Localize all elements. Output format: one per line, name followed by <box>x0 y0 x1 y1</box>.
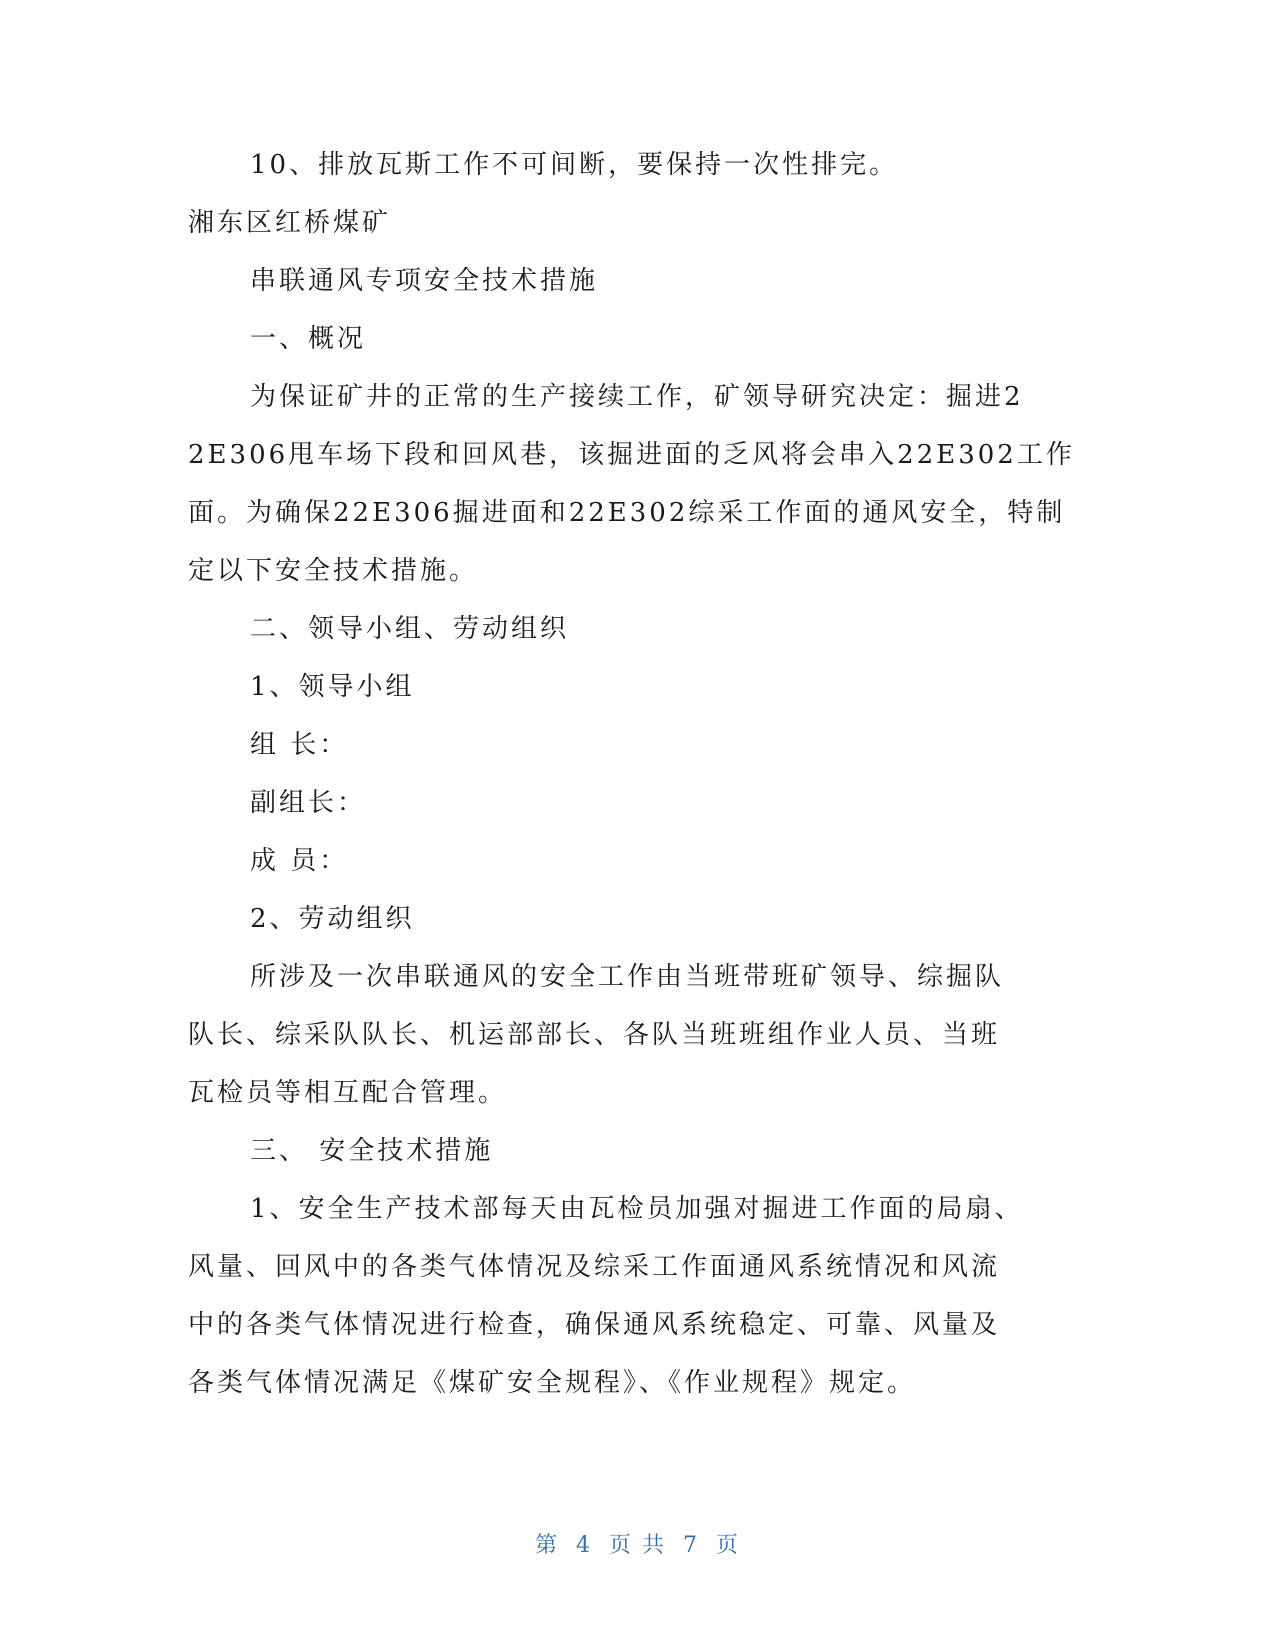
paragraph-line: 瓦检员等相互配合管理。 <box>188 1078 508 1108</box>
page-footer <box>0 1528 1275 1559</box>
paragraph-line: 10、排放瓦斯工作不可间断，要保持一次性排完。 <box>250 150 899 180</box>
footer-prefix: 第 <box>534 1533 559 1558</box>
paragraph-line: 风量、回风中的各类气体情况及综采工作面通风系统情况和风流 <box>188 1252 1001 1282</box>
total-page-count: 7 <box>683 1533 699 1558</box>
role-label-member: 成 员： <box>250 846 349 876</box>
subsection-heading: 2、劳动组织 <box>250 904 415 934</box>
paragraph-line: 各类气体情况满足《煤矿安全规程》、《作业规程》规定。 <box>188 1368 917 1398</box>
document-title: 串联通风专项安全技术措施 <box>250 266 599 296</box>
section-heading: 三、 安全技术措施 <box>250 1136 494 1166</box>
paragraph-line: 中的各类气体情况进行检查，确保通风系统稳定、可靠、风量及 <box>188 1310 1001 1340</box>
role-label-leader: 组 长： <box>250 730 349 760</box>
paragraph-line: 为保证矿井的正常的生产接续工作，矿领导研究决定：掘进2 <box>250 382 1024 412</box>
footer-middle: 页 共 <box>609 1533 666 1558</box>
paragraph-line: 1、安全生产技术部每天由瓦检员加强对掘进工作面的局扇、 <box>250 1194 1024 1224</box>
section-heading: 二、领导小组、劳动组织 <box>250 614 570 644</box>
role-label-deputy: 副组长： <box>250 788 367 818</box>
current-page-number: 4 <box>576 1533 592 1558</box>
company-name: 湘东区红桥煤矿 <box>188 208 392 238</box>
paragraph-line: 定以下安全技术措施。 <box>188 556 479 586</box>
section-heading: 一、概况 <box>250 324 367 354</box>
paragraph-line: 面。为确保22E306掘进面和22E302综采工作面的通风安全，特制 <box>188 498 1066 528</box>
footer-suffix: 页 <box>716 1533 741 1558</box>
subsection-heading: 1、领导小组 <box>250 672 415 702</box>
paragraph-line: 队长、综采队队长、机运部部长、各队当班班组作业人员、当班 <box>188 1020 1001 1050</box>
paragraph-line: 2E306甩车场下段和回风巷，该掘进面的乏风将会串入22E302工作 <box>188 440 1075 470</box>
paragraph-line: 所涉及一次串联通风的安全工作由当班带班矿领导、综掘队 <box>250 962 1005 992</box>
